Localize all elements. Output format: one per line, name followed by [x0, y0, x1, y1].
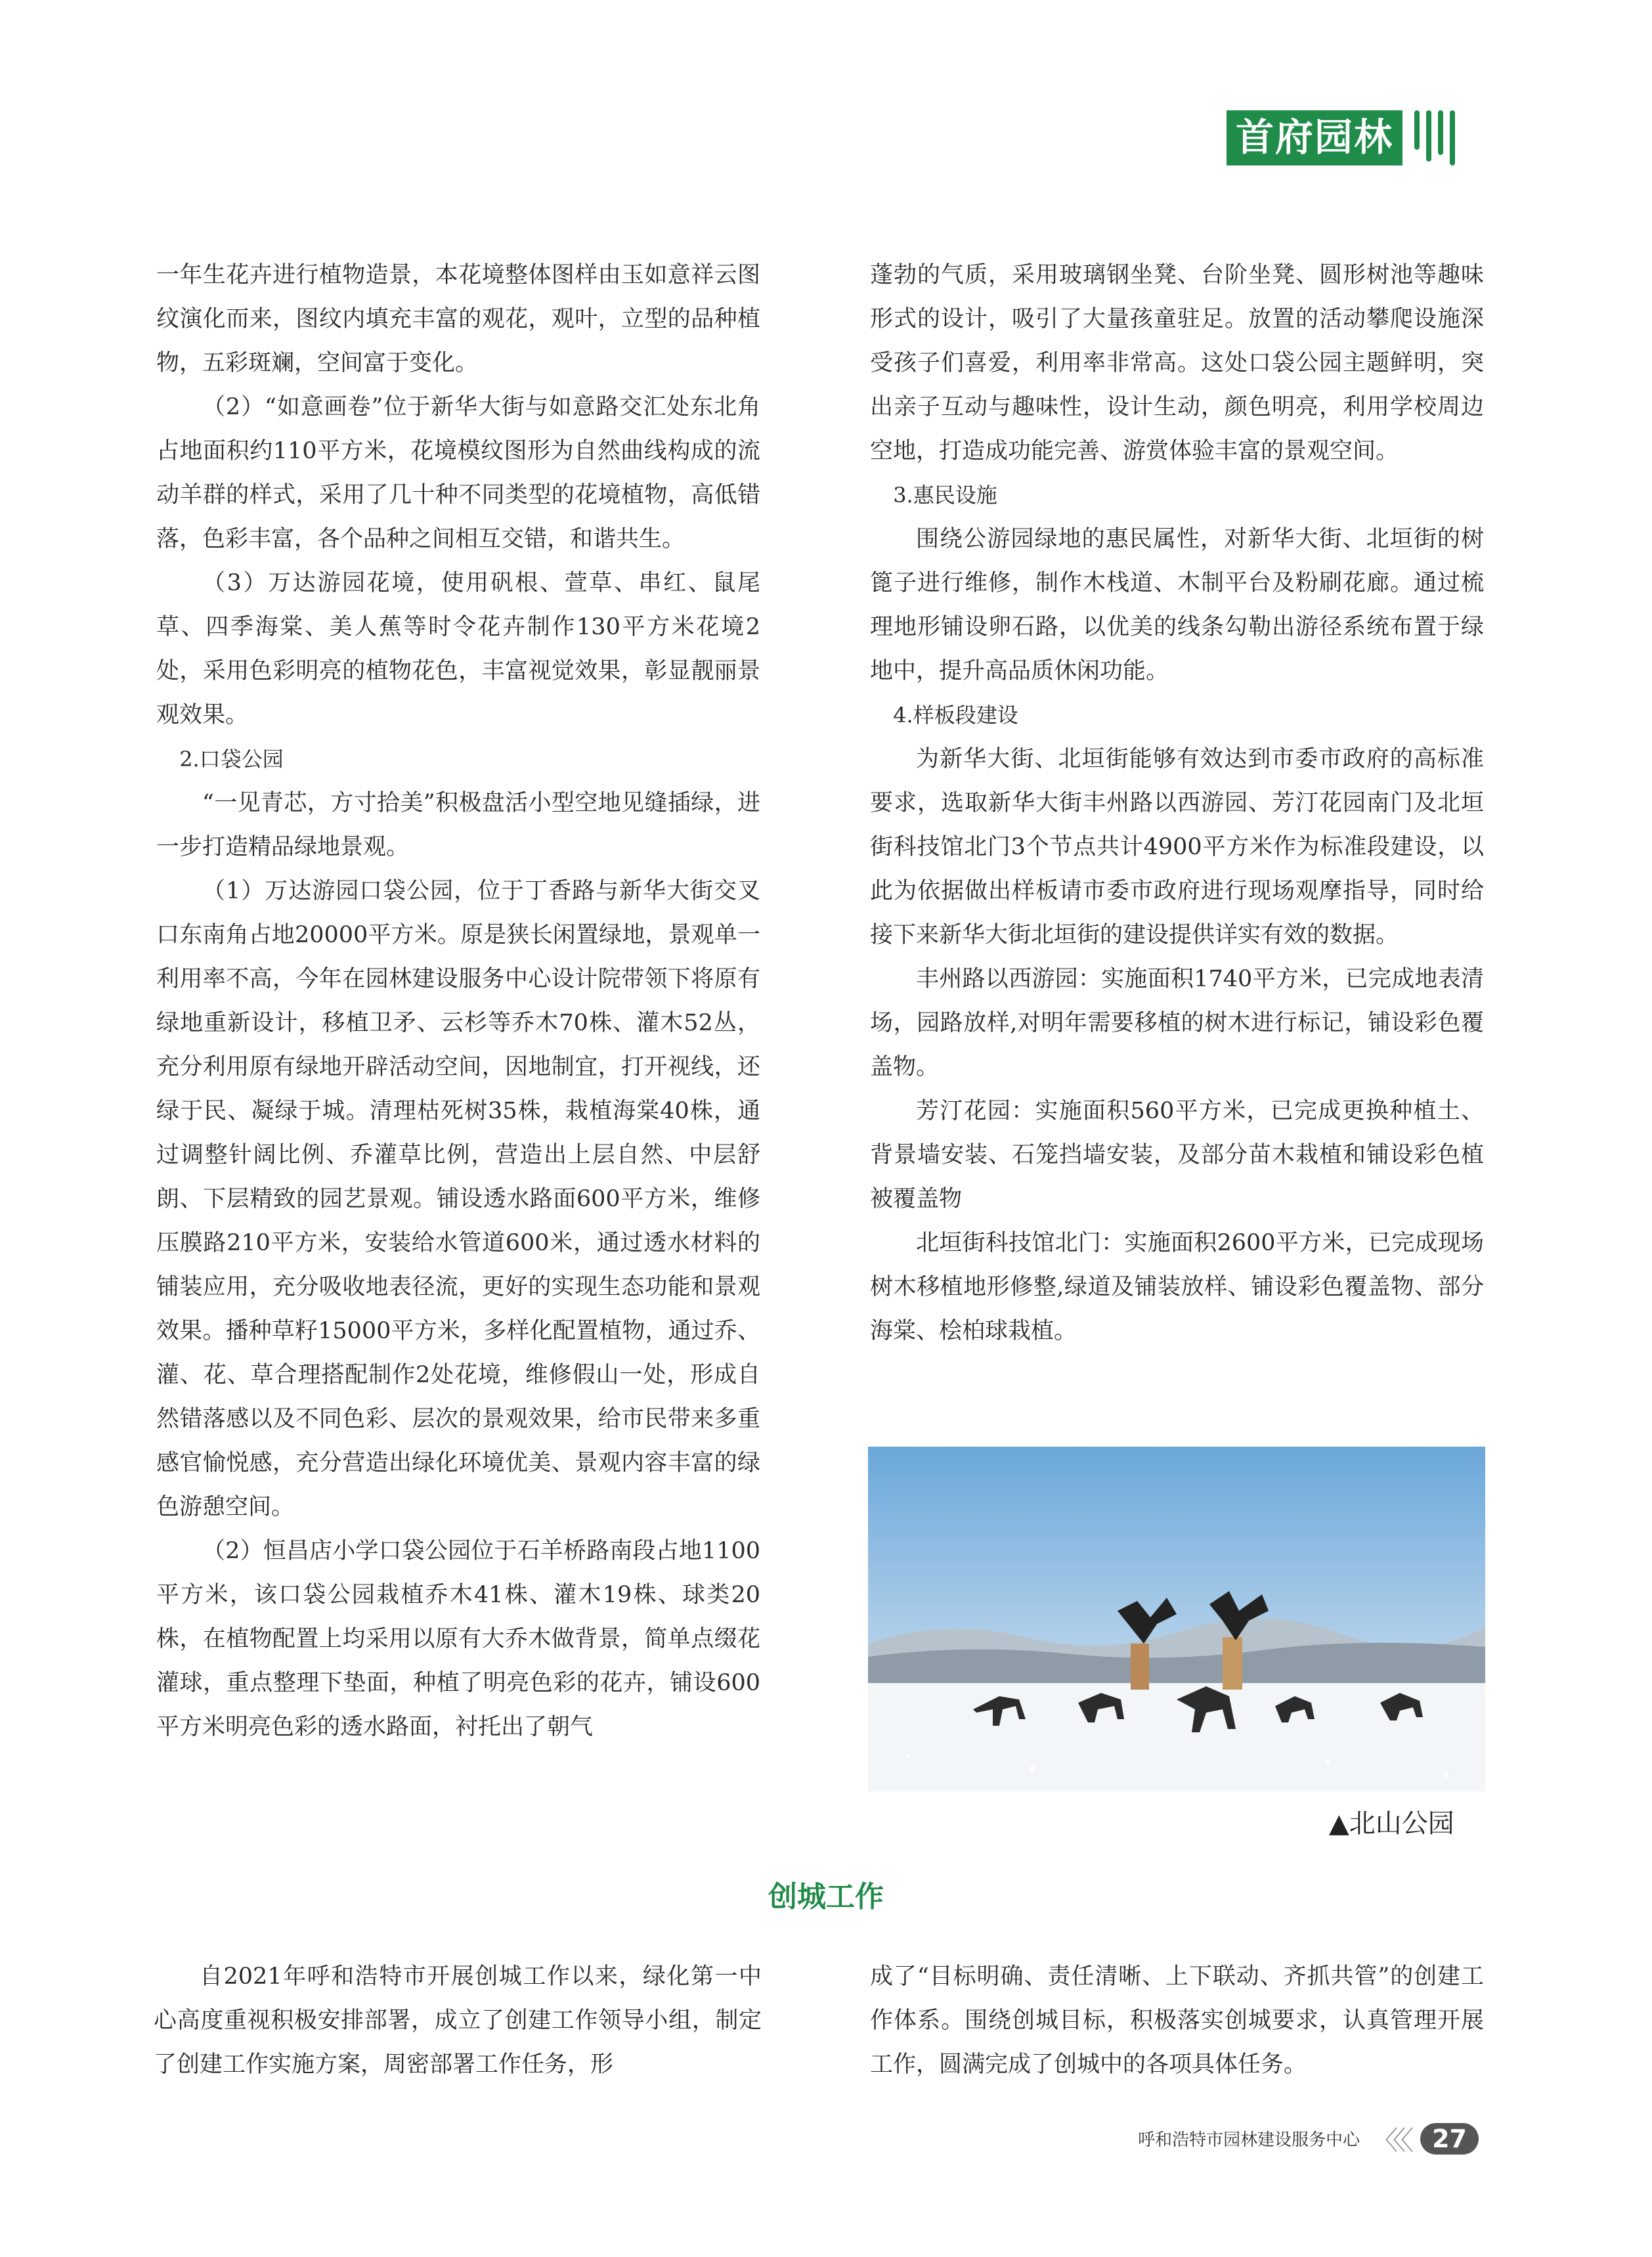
footer-organization: 呼和浩特市园林建设服务中心 — [1138, 2130, 1360, 2150]
paragraph: （3）万达游园花境，使用矾根、萱草、串红、鼠尾草、四季海棠、美人蕉等时令花卉制作130平方米花境2处，采用色彩明亮的植物花色，丰富视觉效果，彰显靓丽景观效果。 — [156, 570, 760, 728]
paragraph: 丰州路以西游园：实施面积1740平方米，已完成地表清场，园路放样,对明年需要移植的树木进行标记，铺设彩色覆盖物。 — [870, 966, 1484, 1080]
masthead — [1227, 110, 1455, 165]
photo-beishan-park — [868, 1447, 1485, 1791]
paragraph: 芳汀花园：实施面积560平方米，已完成更换种植土、背景墙安装、石笼挡墙安装，及部分苗木栽植和铺设彩色植被覆盖物 — [870, 1098, 1484, 1212]
paragraph: 北垣街科技馆北门：实施面积2600平方米，已完成现场树木移植地形修整,绿道及铺装放样、铺设彩色覆盖物、部分海棠、桧柏球栽植。 — [870, 1230, 1484, 1344]
subheading: 3.惠民设施 — [893, 483, 997, 508]
paragraph: （1）万达游园口袋公园，位于丁香路与新华大街交叉口东南角占地20000平方米。原是狭长闲置绿地，景观单一利用率不高，今年在园林建设服务中心设计院带领下将原有绿地重新设计，移植卫矛、云杉等乔木70株、灌木52丛，充分利用原有绿地开辟活动空间，因地制宜，打开视线，还绿于民、凝绿于城。清理枯死树35株，栽植海棠40株，通过调整针阔比例、乔灌草比例，营造出上层自然、中层舒朗、下层精致的园艺景观。铺设透水路面600平方米，维修压膜路210平方米，安装给水管道600米，通过透水材料的铺装应用，充分吸收地表径流，更好的实现生态功能和景观效果。播种草籽15000平方米，多样化配置植物，通过乔、灌、花、草合理搭配制作2处花境，维修假山一处，形成自然错落感以及不同色彩、层次的景观效果，给市民带来多重感官愉悦感，充分营造出绿化环境优美、景观内容丰富的绿色游憩空间。 — [156, 878, 760, 1520]
paragraph: 为新华大街、北垣街能够有效达到市委市政府的高标准要求，选取新华大街丰州路以西游园、芳汀花园南门及北垣街科技馆北门3个节点共计4900平方米作为标准段建设，以此为依据做出样板请市委市政府进行现场观摩指导，同时给接下来新华大街北垣街的建设提供详实有效的数据。 — [870, 746, 1484, 948]
photo-caption: ▲北山公园 — [1329, 1808, 1454, 1839]
chevron-left-icon: 〈〈〈 — [1372, 2126, 1409, 2156]
paragraph: （2）“如意画卷”位于新华大街与如意路交汇处东北角占地面积约110平方米，花境模纹图形为自然曲线构成的流动羊群的样式，采用了几十种不同类型的花境植物，高低错落，色彩丰富，各个品种之间相互交错，和谐共生。 — [156, 394, 760, 552]
bottom-left-column — [154, 1955, 762, 2087]
bottom-right-column — [870, 1955, 1484, 2087]
subheading: 2.口袋公园 — [179, 747, 284, 772]
subheading: 4.样板段建设 — [893, 703, 1018, 728]
paragraph: （2）恒昌店小学口袋公园位于石羊桥路南段占地1100平方米，该口袋公园栽植乔木41株、灌木19株、球类20株，在植物配置上均采用以原有大乔木做背景，简单点缀花灌球，重点整理下垫面，种植了明亮色彩的花卉，铺设600平方米明亮色彩的透水路面，衬托出了朝气 — [156, 1538, 760, 1740]
paragraph: 一年生花卉进行植物造景，本花境整体图样由玉如意祥云图纹演化而来，图纹内填充丰富的观花，观叶，立型的品种植物，五彩斑斓，空间富于变化。 — [156, 262, 760, 376]
right-column — [870, 253, 1484, 1353]
section-title: 创城工作 — [768, 1880, 884, 1914]
paragraph: “一见青芯，方寸拾美”积极盘活小型空地见缝插绿，进一步打造精品绿地景观。 — [156, 790, 760, 860]
paragraph: 成了“目标明确、责任清晰、上下联动、齐抓共管”的创建工作体系。围绕创城目标，积极落实创城要求，认真管理开展工作，圆满完成了创城中的各项具体任务。 — [870, 1963, 1484, 2078]
paragraph: 围绕公游园绿地的惠民属性，对新华大街、北垣街的树篦子进行维修，制作木栈道、木制平台及粉刷花廊。通过梳理地形铺设卵石路，以优美的线条勾勒出游径系统布置于绿地中，提升高品质休闲功能。 — [870, 526, 1484, 684]
mongolian-script-logo — [1414, 110, 1455, 165]
left-column — [156, 253, 760, 1749]
masthead-title: 首府园林 — [1227, 110, 1402, 165]
footer — [1138, 2120, 1479, 2157]
page-number: 27 — [1420, 2123, 1479, 2155]
paragraph: 自2021年呼和浩特市开展创城工作以来，绿化第一中心高度重视积极安排部署，成立了创建工作领导小组，制定了创建工作实施方案，周密部署工作任务，形 — [154, 1963, 762, 2078]
paragraph: 蓬勃的气质，采用玻璃钢坐凳、台阶坐凳、圆形树池等趣味形式的设计，吸引了大量孩童驻足。放置的活动攀爬设施深受孩子们喜爱，利用率非常高。这处口袋公园主题鲜明，突出亲子互动与趣味性，设计生动，颜色明亮，利用学校周边空地，打造成功能完善、游赏体验丰富的景观空间。 — [870, 262, 1484, 464]
snow-scene-illustration — [868, 1447, 1485, 1791]
